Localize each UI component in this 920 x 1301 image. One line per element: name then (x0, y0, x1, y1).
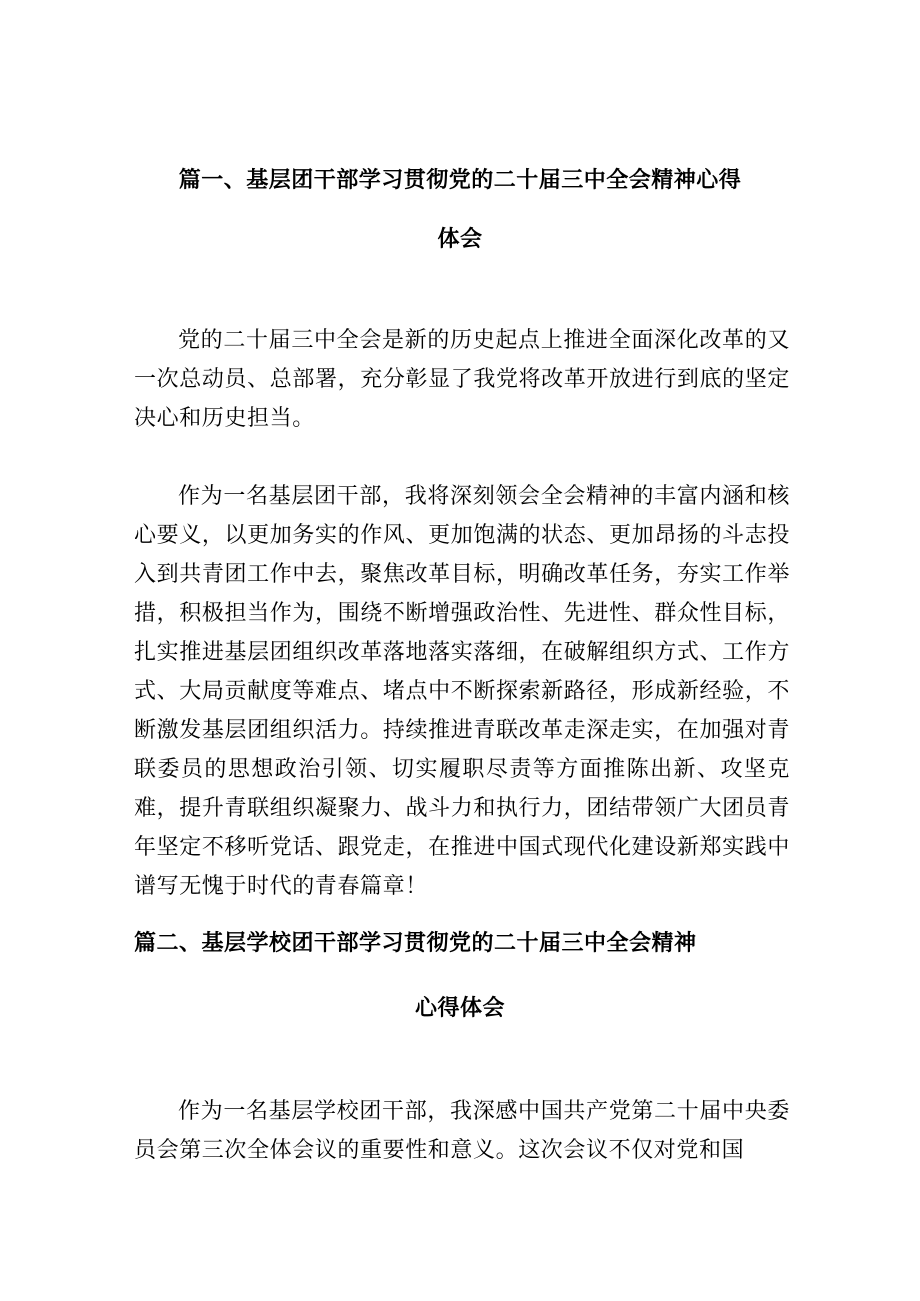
section2-title-line2: 心得体会 (414, 996, 505, 1021)
section1-paragraph-2: 作为一名基层团干部，我将深刻领会全会精神的丰富内涵和核心要义，以更加务实的作风、更加饱满的状态、更加昂扬的斗志投入到共青团工作中去，聚焦改革目标，明确改革任务，夯实工作举措，积极担当作为，围绕不断增强政治性、先进性、群众性目标，扎实推进基层团组织改革落地落实落细，在破解组织方式、工作方式、大局贡献度等难点、堵点中不断探索新路径，形成新经验，不断激发基层团组织活力。持续推进青联改革走深走实，在加强对青联委员的思想政治引领、切实履职尽责等方面推陈出新、攻坚克难，提升青联组织凝聚力、战斗力和执行力，团结带领广大团员青年坚定不移听党话、跟党走，在推进中国式现代化建设新郑实践中谱写无愧于时代的青春篇章！ (134, 484, 790, 899)
section2-paragraph-1: 作为一名基层学校团干部，我深感中国共产党第二十届中央委员会第三次全体会议的重要性和意义。这次会议不仅对党和国 (134, 1099, 790, 1163)
section1-title-line1: 篇一、基层团干部学习贯彻党的二十届三中全会精神心得 (178, 168, 742, 193)
section1-title-line2: 体会 (437, 227, 483, 252)
section1-paragraph-1: 党的二十届三中全会是新的历史起点上推进全面深化改革的又一次总动员、总部署，充分彰显了我党将改革开放进行到底的坚定决心和历史担当。 (134, 328, 790, 431)
section2-title-line1: 篇二、基层学校团干部学习贯彻党的二十届三中全会精神 (134, 931, 697, 956)
